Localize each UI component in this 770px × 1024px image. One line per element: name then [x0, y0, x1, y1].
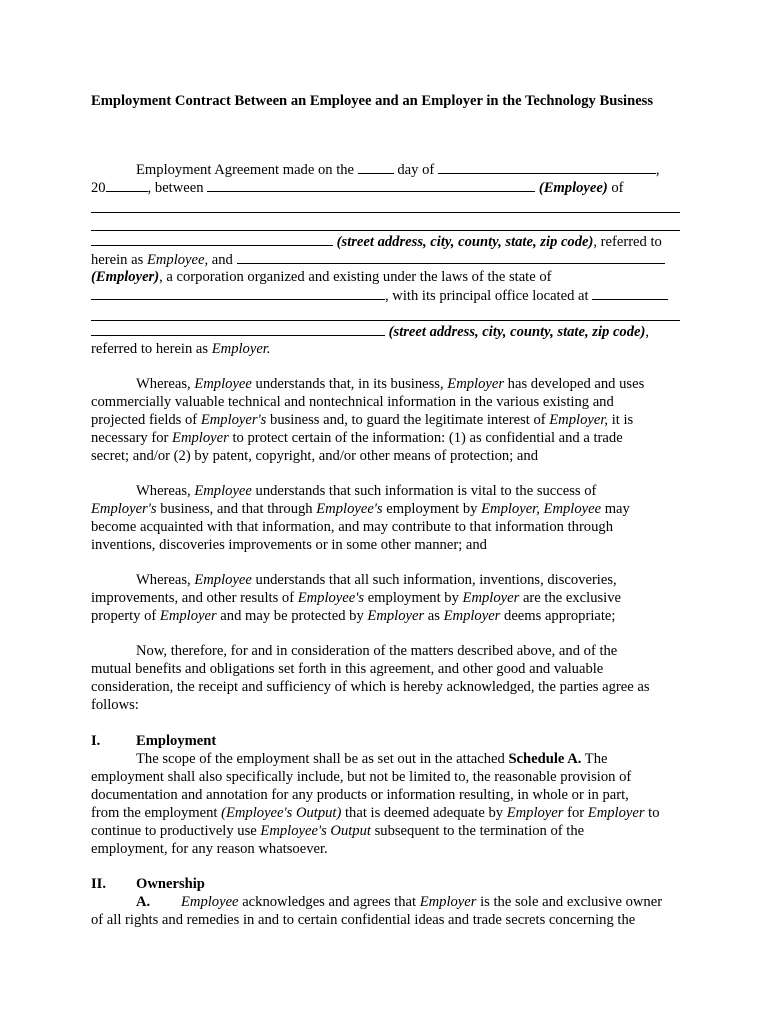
- intro-text: Employment Agreement made on the: [136, 162, 355, 178]
- whereas2-line-3: become acquainted with that information, and may contribute to that information through: [91, 519, 613, 535]
- whereas1-line-2: commercially valuable technical and nontechnical information in the various existing and: [91, 394, 614, 410]
- intro-text: ,: [645, 324, 650, 340]
- day-blank[interactable]: [358, 160, 394, 174]
- intro-line-1: [136, 160, 660, 179]
- section-2-heading: Ownership: [136, 876, 205, 892]
- employer-name-blank[interactable]: [237, 250, 665, 264]
- section2-line-1: A. Employee acknowledges and agrees that Employer is the sole and exclusive owner: [136, 894, 663, 910]
- intro-line-4: [91, 232, 662, 251]
- whereas1-line-5: secret; and/or (2) by patent, copyright, and/or other means of protection; and: [91, 448, 538, 464]
- state-blank[interactable]: [91, 286, 385, 300]
- whereas2-line-2: Employer's business, and that through Employee's employment by Employer, Employee may: [91, 501, 630, 517]
- intro-text: , and: [204, 252, 233, 268]
- intro-text: , with its principal office located at: [385, 288, 589, 304]
- whereas3-line-2: improvements, and other results of Employee's employment by Employer are the exclusive: [91, 590, 621, 606]
- whereas1-line-3: projected fields of Employer's business and, to guard the legitimate interest of Employer, it is: [91, 412, 634, 428]
- whereas1-line-1: Whereas, Employee understands that, in its business, Employer has developed and uses: [136, 376, 645, 392]
- employee-address-blank-2[interactable]: [91, 230, 680, 231]
- intro-text: day of: [397, 162, 435, 178]
- intro-text: of: [611, 180, 624, 196]
- whereas2-line-4: inventions, discoveries improvements or in some other manner; and: [91, 537, 487, 553]
- section1-line-4: from the employment (Employee's Output) that is deemed adequate by Employer for Employer to: [91, 805, 660, 821]
- intro-text: ,: [655, 162, 660, 178]
- employee-term: Employee: [146, 252, 205, 268]
- employer-address-blank-1[interactable]: [91, 320, 680, 321]
- year-blank[interactable]: [106, 178, 148, 192]
- section-1-number: I.: [91, 733, 101, 749]
- intro-text: , a corporation organized and existing under the laws of the state of: [159, 269, 552, 285]
- section1-line-1: The scope of the employment shall be as set out in the attached Schedule A. The: [136, 751, 608, 767]
- section1-line-2: employment shall also specifically include, but not be limited to, the reasonable provision of: [91, 769, 632, 785]
- intro-text: referred to herein as: [91, 341, 209, 357]
- intro-text: , between: [147, 180, 204, 196]
- employer-label: (Employer): [91, 269, 160, 285]
- employer-address-blank-2[interactable]: [91, 322, 385, 336]
- principal-office-blank[interactable]: [592, 286, 668, 300]
- section-2-number: II.: [91, 876, 107, 892]
- now-line-2: mutual benefits and obligations set forth in this agreement, and other good and valuable: [91, 661, 604, 677]
- address-label: (street address, city, county, state, zip code): [336, 234, 594, 250]
- intro-text: herein as: [91, 252, 144, 268]
- employee-address-blank-3[interactable]: [91, 232, 333, 246]
- intro-line-9: [91, 322, 649, 341]
- whereas2-line-1: Whereas, Employee understands that such information is vital to the success of: [136, 483, 597, 499]
- now-line-1: Now, therefore, for and in consideration of the matters described above, and of the: [136, 643, 618, 659]
- intro-text: , referred to: [593, 234, 662, 250]
- document-title: Employment Contract Between an Employee and an Employer in the Technology Business: [91, 93, 654, 109]
- now-line-4: follows:: [91, 697, 139, 713]
- address-label: (street address, city, county, state, zip code): [388, 324, 646, 340]
- employee-label: (Employee): [538, 180, 608, 196]
- section1-line-5: continue to productively use Employee's Output subsequent to the termination of the: [91, 823, 585, 839]
- intro-line-5: [91, 250, 665, 269]
- employee-name-blank[interactable]: [207, 178, 535, 192]
- section2-line-2: of all rights and remedies in and to certain confidential ideas and trade secrets concerning the: [91, 912, 636, 928]
- intro-line-2: [91, 178, 624, 197]
- intro-line-7: [91, 286, 668, 305]
- month-blank[interactable]: [438, 160, 656, 174]
- now-line-3: consideration, the receipt and sufficiency of which is hereby acknowledged, the parties agree as: [91, 679, 650, 695]
- employee-address-blank-1[interactable]: [91, 212, 680, 213]
- intro-line-10: [91, 340, 271, 358]
- employer-term: Employer.: [211, 341, 271, 357]
- subsection-a-label: A.: [136, 894, 151, 910]
- whereas3-line-1: Whereas, Employee understands that all such information, inventions, discoveries,: [136, 572, 617, 588]
- section-1-heading: Employment: [136, 733, 217, 749]
- section1-line-3: documentation and annotation for any products or information resulting, in whole or in part,: [91, 787, 629, 803]
- whereas3-line-3: property of Employer and may be protected by Employer as Employer deems appropriate;: [91, 608, 616, 624]
- whereas1-line-4: necessary for Employer to protect certain of the information: (1) as confidential and a trade: [91, 430, 623, 446]
- section1-line-6: employment, for any reason whatsoever.: [91, 841, 328, 857]
- year-prefix: 20: [91, 180, 106, 196]
- intro-line-6: [91, 268, 552, 286]
